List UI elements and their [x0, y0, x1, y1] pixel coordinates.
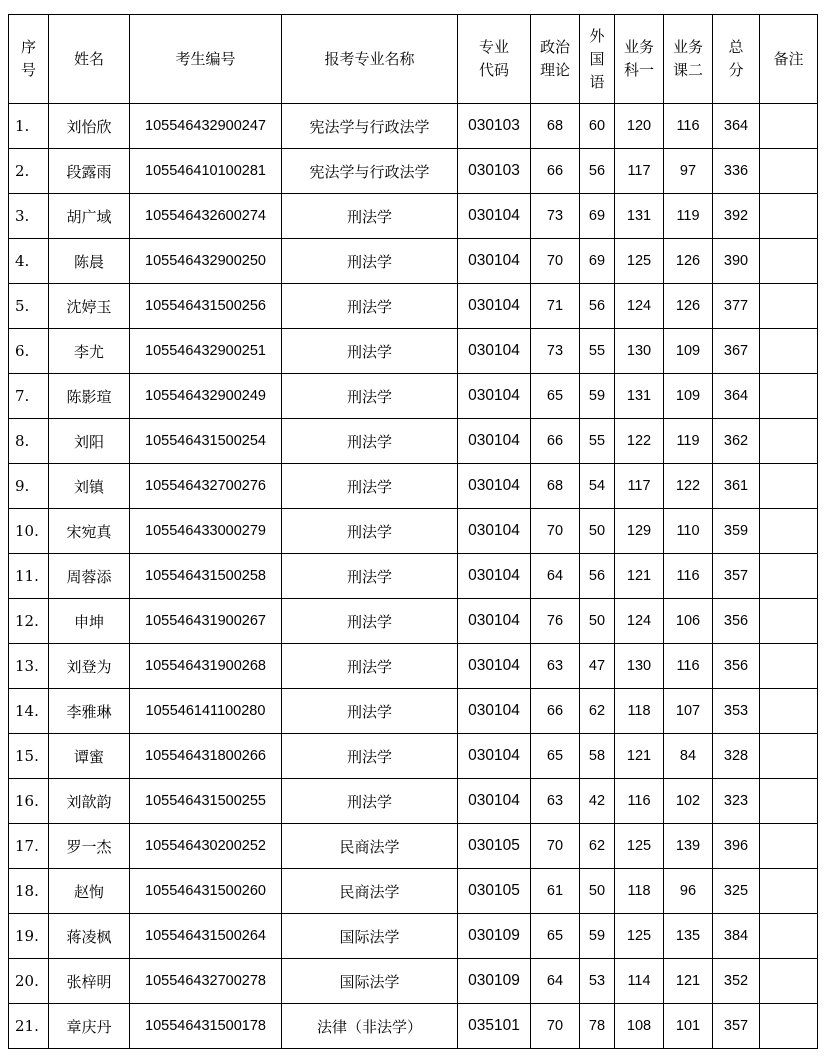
cell-subject-two: 126	[664, 284, 713, 329]
cell-remarks	[760, 419, 818, 464]
cell-remarks	[760, 374, 818, 419]
cell-politics: 70	[531, 509, 580, 554]
cell-politics: 64	[531, 554, 580, 599]
table-row	[9, 239, 818, 284]
cell-foreign-language: 54	[580, 464, 615, 509]
cell-total: 384	[713, 914, 760, 959]
cell-major-code: 030104	[458, 239, 531, 284]
cell-remarks	[760, 194, 818, 239]
cell-foreign-language: 42	[580, 779, 615, 824]
cell-name: 赵恂	[49, 869, 130, 914]
cell-subject-one: 118	[615, 869, 664, 914]
header-foreign-language	[580, 15, 615, 104]
cell-subject-one: 120	[615, 104, 664, 149]
cell-index: 16.	[9, 779, 49, 824]
cell-major-code: 030104	[458, 329, 531, 374]
cell-index: 6.	[9, 329, 49, 374]
cell-major-code: 030104	[458, 509, 531, 554]
cell-politics: 65	[531, 914, 580, 959]
cell-major-code: 030104	[458, 284, 531, 329]
cell-index: 21.	[9, 1004, 49, 1049]
cell-exam-id: 105546432700276	[130, 464, 282, 509]
cell-total: 323	[713, 779, 760, 824]
cell-politics: 61	[531, 869, 580, 914]
cell-name: 李尤	[49, 329, 130, 374]
cell-major-name: 刑法学	[282, 779, 458, 824]
cell-politics: 63	[531, 779, 580, 824]
cell-major-name: 刑法学	[282, 419, 458, 464]
cell-politics: 73	[531, 329, 580, 374]
cell-major-name: 刑法学	[282, 284, 458, 329]
cell-remarks	[760, 869, 818, 914]
cell-major-name: 刑法学	[282, 374, 458, 419]
cell-politics: 68	[531, 104, 580, 149]
header-subject-two-label: 业务课二	[672, 38, 703, 79]
cell-subject-two: 109	[664, 374, 713, 419]
cell-remarks	[760, 239, 818, 284]
cell-foreign-language: 78	[580, 1004, 615, 1049]
header-subject-one	[615, 15, 664, 104]
cell-subject-one: 116	[615, 779, 664, 824]
table-row	[9, 149, 818, 194]
table-row	[9, 959, 818, 1004]
header-total-label: 总分	[728, 38, 744, 79]
cell-subject-one: 122	[615, 419, 664, 464]
cell-index: 14.	[9, 689, 49, 734]
cell-subject-one: 124	[615, 599, 664, 644]
cell-major-code: 030103	[458, 104, 531, 149]
header-name-label: 姓名	[73, 49, 104, 68]
cell-exam-id: 105546432700278	[130, 959, 282, 1004]
cell-major-name: 刑法学	[282, 464, 458, 509]
cell-index: 17.	[9, 824, 49, 869]
cell-major-name: 刑法学	[282, 329, 458, 374]
cell-total: 336	[713, 149, 760, 194]
cell-politics: 71	[531, 284, 580, 329]
cell-subject-two: 135	[664, 914, 713, 959]
cell-subject-two: 126	[664, 239, 713, 284]
cell-total: 364	[713, 374, 760, 419]
cell-foreign-language: 50	[580, 509, 615, 554]
table-row	[9, 284, 818, 329]
cell-major-name: 刑法学	[282, 239, 458, 284]
cell-index: 13.	[9, 644, 49, 689]
cell-subject-two: 107	[664, 689, 713, 734]
table-row	[9, 464, 818, 509]
header-name	[49, 15, 130, 104]
cell-exam-id: 105546432900247	[130, 104, 282, 149]
cell-major-name: 民商法学	[282, 824, 458, 869]
cell-name: 刘阳	[49, 419, 130, 464]
cell-subject-two: 116	[664, 554, 713, 599]
cell-name: 刘镇	[49, 464, 130, 509]
cell-major-code: 030104	[458, 374, 531, 419]
cell-total: 367	[713, 329, 760, 374]
cell-total: 356	[713, 644, 760, 689]
cell-politics: 66	[531, 689, 580, 734]
cell-total: 356	[713, 599, 760, 644]
cell-index: 18.	[9, 869, 49, 914]
cell-exam-id: 105546431500264	[130, 914, 282, 959]
cell-exam-id: 105546431900267	[130, 599, 282, 644]
cell-major-name: 宪法学与行政法学	[282, 149, 458, 194]
cell-major-code: 030104	[458, 554, 531, 599]
cell-subject-two: 116	[664, 644, 713, 689]
table-row	[9, 194, 818, 239]
header-remarks-label: 备注	[773, 49, 804, 68]
cell-remarks	[760, 284, 818, 329]
header-exam-id	[130, 15, 282, 104]
cell-subject-two: 116	[664, 104, 713, 149]
cell-subject-one: 129	[615, 509, 664, 554]
cell-remarks	[760, 554, 818, 599]
cell-politics: 68	[531, 464, 580, 509]
cell-major-name: 刑法学	[282, 194, 458, 239]
cell-politics: 66	[531, 419, 580, 464]
cell-foreign-language: 62	[580, 689, 615, 734]
cell-subject-one: 125	[615, 239, 664, 284]
cell-name: 胡广域	[49, 194, 130, 239]
cell-politics: 73	[531, 194, 580, 239]
cell-remarks	[760, 1004, 818, 1049]
cell-subject-one: 125	[615, 824, 664, 869]
cell-index: 11.	[9, 554, 49, 599]
cell-exam-id: 105546433000279	[130, 509, 282, 554]
cell-foreign-language: 55	[580, 329, 615, 374]
header-major-name-label: 报考专业名称	[324, 49, 415, 68]
header-index	[9, 15, 49, 104]
cell-major-name: 国际法学	[282, 959, 458, 1004]
cell-name: 申坤	[49, 599, 130, 644]
cell-total: 396	[713, 824, 760, 869]
header-major-code-label: 专业代码	[478, 38, 509, 79]
cell-name: 蒋凌枫	[49, 914, 130, 959]
cell-remarks	[760, 644, 818, 689]
table-row	[9, 824, 818, 869]
cell-index: 4.	[9, 239, 49, 284]
cell-major-name: 刑法学	[282, 554, 458, 599]
cell-subject-one: 117	[615, 464, 664, 509]
cell-total: 364	[713, 104, 760, 149]
cell-total: 325	[713, 869, 760, 914]
cell-subject-one: 117	[615, 149, 664, 194]
cell-name: 刘怡欣	[49, 104, 130, 149]
cell-subject-two: 84	[664, 734, 713, 779]
cell-foreign-language: 59	[580, 374, 615, 419]
cell-politics: 63	[531, 644, 580, 689]
cell-name: 罗一杰	[49, 824, 130, 869]
cell-subject-two: 101	[664, 1004, 713, 1049]
header-subject-one-label: 业务科一	[623, 38, 654, 79]
cell-index: 15.	[9, 734, 49, 779]
cell-foreign-language: 69	[580, 239, 615, 284]
header-foreign-language-label: 外国语	[589, 26, 605, 91]
cell-subject-two: 97	[664, 149, 713, 194]
header-subject-two	[664, 15, 713, 104]
cell-index: 8.	[9, 419, 49, 464]
cell-exam-id: 105546431500255	[130, 779, 282, 824]
table-row	[9, 554, 818, 599]
cell-foreign-language: 56	[580, 284, 615, 329]
cell-major-code: 030109	[458, 914, 531, 959]
header-major-name	[282, 15, 458, 104]
cell-subject-one: 118	[615, 689, 664, 734]
cell-subject-two: 119	[664, 194, 713, 239]
cell-major-name: 刑法学	[282, 599, 458, 644]
cell-politics: 70	[531, 239, 580, 284]
cell-foreign-language: 56	[580, 554, 615, 599]
cell-major-code: 030104	[458, 779, 531, 824]
cell-subject-two: 102	[664, 779, 713, 824]
cell-remarks	[760, 779, 818, 824]
cell-major-name: 刑法学	[282, 689, 458, 734]
table-row	[9, 419, 818, 464]
cell-remarks	[760, 464, 818, 509]
cell-total: 359	[713, 509, 760, 554]
cell-remarks	[760, 959, 818, 1004]
cell-exam-id: 105546432900251	[130, 329, 282, 374]
cell-foreign-language: 58	[580, 734, 615, 779]
cell-exam-id: 105546430200252	[130, 824, 282, 869]
cell-exam-id: 105546431900268	[130, 644, 282, 689]
table-row	[9, 1004, 818, 1049]
cell-name: 谭蜜	[49, 734, 130, 779]
cell-index: 12.	[9, 599, 49, 644]
cell-major-code: 030105	[458, 869, 531, 914]
cell-index: 9.	[9, 464, 49, 509]
table-row	[9, 644, 818, 689]
table-row	[9, 869, 818, 914]
cell-subject-one: 131	[615, 374, 664, 419]
cell-subject-two: 109	[664, 329, 713, 374]
cell-exam-id: 105546432900249	[130, 374, 282, 419]
cell-exam-id: 105546431500258	[130, 554, 282, 599]
cell-major-code: 030104	[458, 464, 531, 509]
table-row	[9, 104, 818, 149]
header-row	[9, 15, 818, 104]
table-row	[9, 914, 818, 959]
cell-total: 392	[713, 194, 760, 239]
table-body	[9, 104, 818, 1049]
cell-politics: 70	[531, 824, 580, 869]
cell-major-code: 030104	[458, 419, 531, 464]
cell-index: 20.	[9, 959, 49, 1004]
cell-total: 353	[713, 689, 760, 734]
cell-exam-id: 105546141100280	[130, 689, 282, 734]
cell-name: 宋宛真	[49, 509, 130, 554]
cell-major-code: 030104	[458, 194, 531, 239]
cell-foreign-language: 53	[580, 959, 615, 1004]
cell-total: 357	[713, 1004, 760, 1049]
table-row	[9, 374, 818, 419]
cell-major-code: 030104	[458, 689, 531, 734]
cell-exam-id: 105546431800266	[130, 734, 282, 779]
cell-total: 377	[713, 284, 760, 329]
cell-subject-two: 96	[664, 869, 713, 914]
cell-subject-one: 130	[615, 329, 664, 374]
cell-major-code: 030109	[458, 959, 531, 1004]
table-row	[9, 779, 818, 824]
cell-major-name: 刑法学	[282, 644, 458, 689]
cell-name: 段露雨	[49, 149, 130, 194]
cell-major-name: 法律（非法学）	[282, 1004, 458, 1049]
cell-subject-one: 121	[615, 734, 664, 779]
cell-exam-id: 105546431500260	[130, 869, 282, 914]
cell-remarks	[760, 329, 818, 374]
cell-remarks	[760, 104, 818, 149]
cell-politics: 76	[531, 599, 580, 644]
cell-remarks	[760, 689, 818, 734]
cell-major-code: 030104	[458, 599, 531, 644]
cell-subject-two: 122	[664, 464, 713, 509]
header-exam-id-label: 考生编号	[175, 49, 236, 68]
header-politics	[531, 15, 580, 104]
header-total	[713, 15, 760, 104]
cell-index: 3.	[9, 194, 49, 239]
cell-name: 沈婷玉	[49, 284, 130, 329]
cell-remarks	[760, 734, 818, 779]
cell-name: 周蓉添	[49, 554, 130, 599]
cell-foreign-language: 59	[580, 914, 615, 959]
cell-name: 陈影瑄	[49, 374, 130, 419]
cell-foreign-language: 56	[580, 149, 615, 194]
cell-total: 361	[713, 464, 760, 509]
cell-name: 陈晨	[49, 239, 130, 284]
cell-subject-two: 139	[664, 824, 713, 869]
cell-major-name: 刑法学	[282, 509, 458, 554]
cell-politics: 64	[531, 959, 580, 1004]
cell-exam-id: 105546410100281	[130, 149, 282, 194]
cell-major-name: 宪法学与行政法学	[282, 104, 458, 149]
cell-subject-one: 124	[615, 284, 664, 329]
cell-exam-id: 105546431500178	[130, 1004, 282, 1049]
cell-major-code: 030105	[458, 824, 531, 869]
header-politics-label: 政治理论	[539, 38, 570, 79]
cell-major-name: 国际法学	[282, 914, 458, 959]
cell-total: 390	[713, 239, 760, 284]
cell-subject-one: 130	[615, 644, 664, 689]
header-major-code	[458, 15, 531, 104]
cell-remarks	[760, 824, 818, 869]
cell-subject-one: 131	[615, 194, 664, 239]
cell-subject-one: 125	[615, 914, 664, 959]
table-row	[9, 509, 818, 554]
cell-index: 19.	[9, 914, 49, 959]
cell-exam-id: 105546432600274	[130, 194, 282, 239]
cell-foreign-language: 55	[580, 419, 615, 464]
cell-major-code: 030104	[458, 644, 531, 689]
cell-foreign-language: 50	[580, 599, 615, 644]
cell-index: 7.	[9, 374, 49, 419]
cell-foreign-language: 60	[580, 104, 615, 149]
cell-subject-two: 106	[664, 599, 713, 644]
cell-subject-one: 114	[615, 959, 664, 1004]
cell-foreign-language: 47	[580, 644, 615, 689]
cell-subject-one: 121	[615, 554, 664, 599]
cell-remarks	[760, 149, 818, 194]
header-index-label: 序号	[20, 38, 36, 79]
cell-politics: 65	[531, 734, 580, 779]
cell-exam-id: 105546431500256	[130, 284, 282, 329]
cell-major-name: 民商法学	[282, 869, 458, 914]
cell-remarks	[760, 509, 818, 554]
cell-subject-one: 108	[615, 1004, 664, 1049]
cell-major-code: 030103	[458, 149, 531, 194]
cell-major-name: 刑法学	[282, 734, 458, 779]
table-row	[9, 734, 818, 779]
cell-name: 章庆丹	[49, 1004, 130, 1049]
cell-major-code: 030104	[458, 734, 531, 779]
cell-total: 352	[713, 959, 760, 1004]
cell-politics: 65	[531, 374, 580, 419]
cell-major-code: 035101	[458, 1004, 531, 1049]
cell-total: 362	[713, 419, 760, 464]
table-row	[9, 689, 818, 734]
cell-index: 2.	[9, 149, 49, 194]
score-table	[8, 14, 818, 1049]
cell-total: 328	[713, 734, 760, 779]
cell-index: 10.	[9, 509, 49, 554]
cell-subject-two: 110	[664, 509, 713, 554]
header-remarks	[760, 15, 818, 104]
cell-politics: 66	[531, 149, 580, 194]
cell-exam-id: 105546432900250	[130, 239, 282, 284]
cell-foreign-language: 50	[580, 869, 615, 914]
cell-remarks	[760, 914, 818, 959]
cell-remarks	[760, 599, 818, 644]
cell-index: 5.	[9, 284, 49, 329]
cell-name: 刘登为	[49, 644, 130, 689]
cell-politics: 70	[531, 1004, 580, 1049]
table-row	[9, 599, 818, 644]
cell-index: 1.	[9, 104, 49, 149]
cell-foreign-language: 69	[580, 194, 615, 239]
cell-subject-two: 121	[664, 959, 713, 1004]
cell-name: 张梓明	[49, 959, 130, 1004]
table-row	[9, 329, 818, 374]
cell-foreign-language: 62	[580, 824, 615, 869]
cell-total: 357	[713, 554, 760, 599]
cell-name: 刘歆韵	[49, 779, 130, 824]
cell-exam-id: 105546431500254	[130, 419, 282, 464]
cell-subject-two: 119	[664, 419, 713, 464]
cell-name: 李雅琳	[49, 689, 130, 734]
